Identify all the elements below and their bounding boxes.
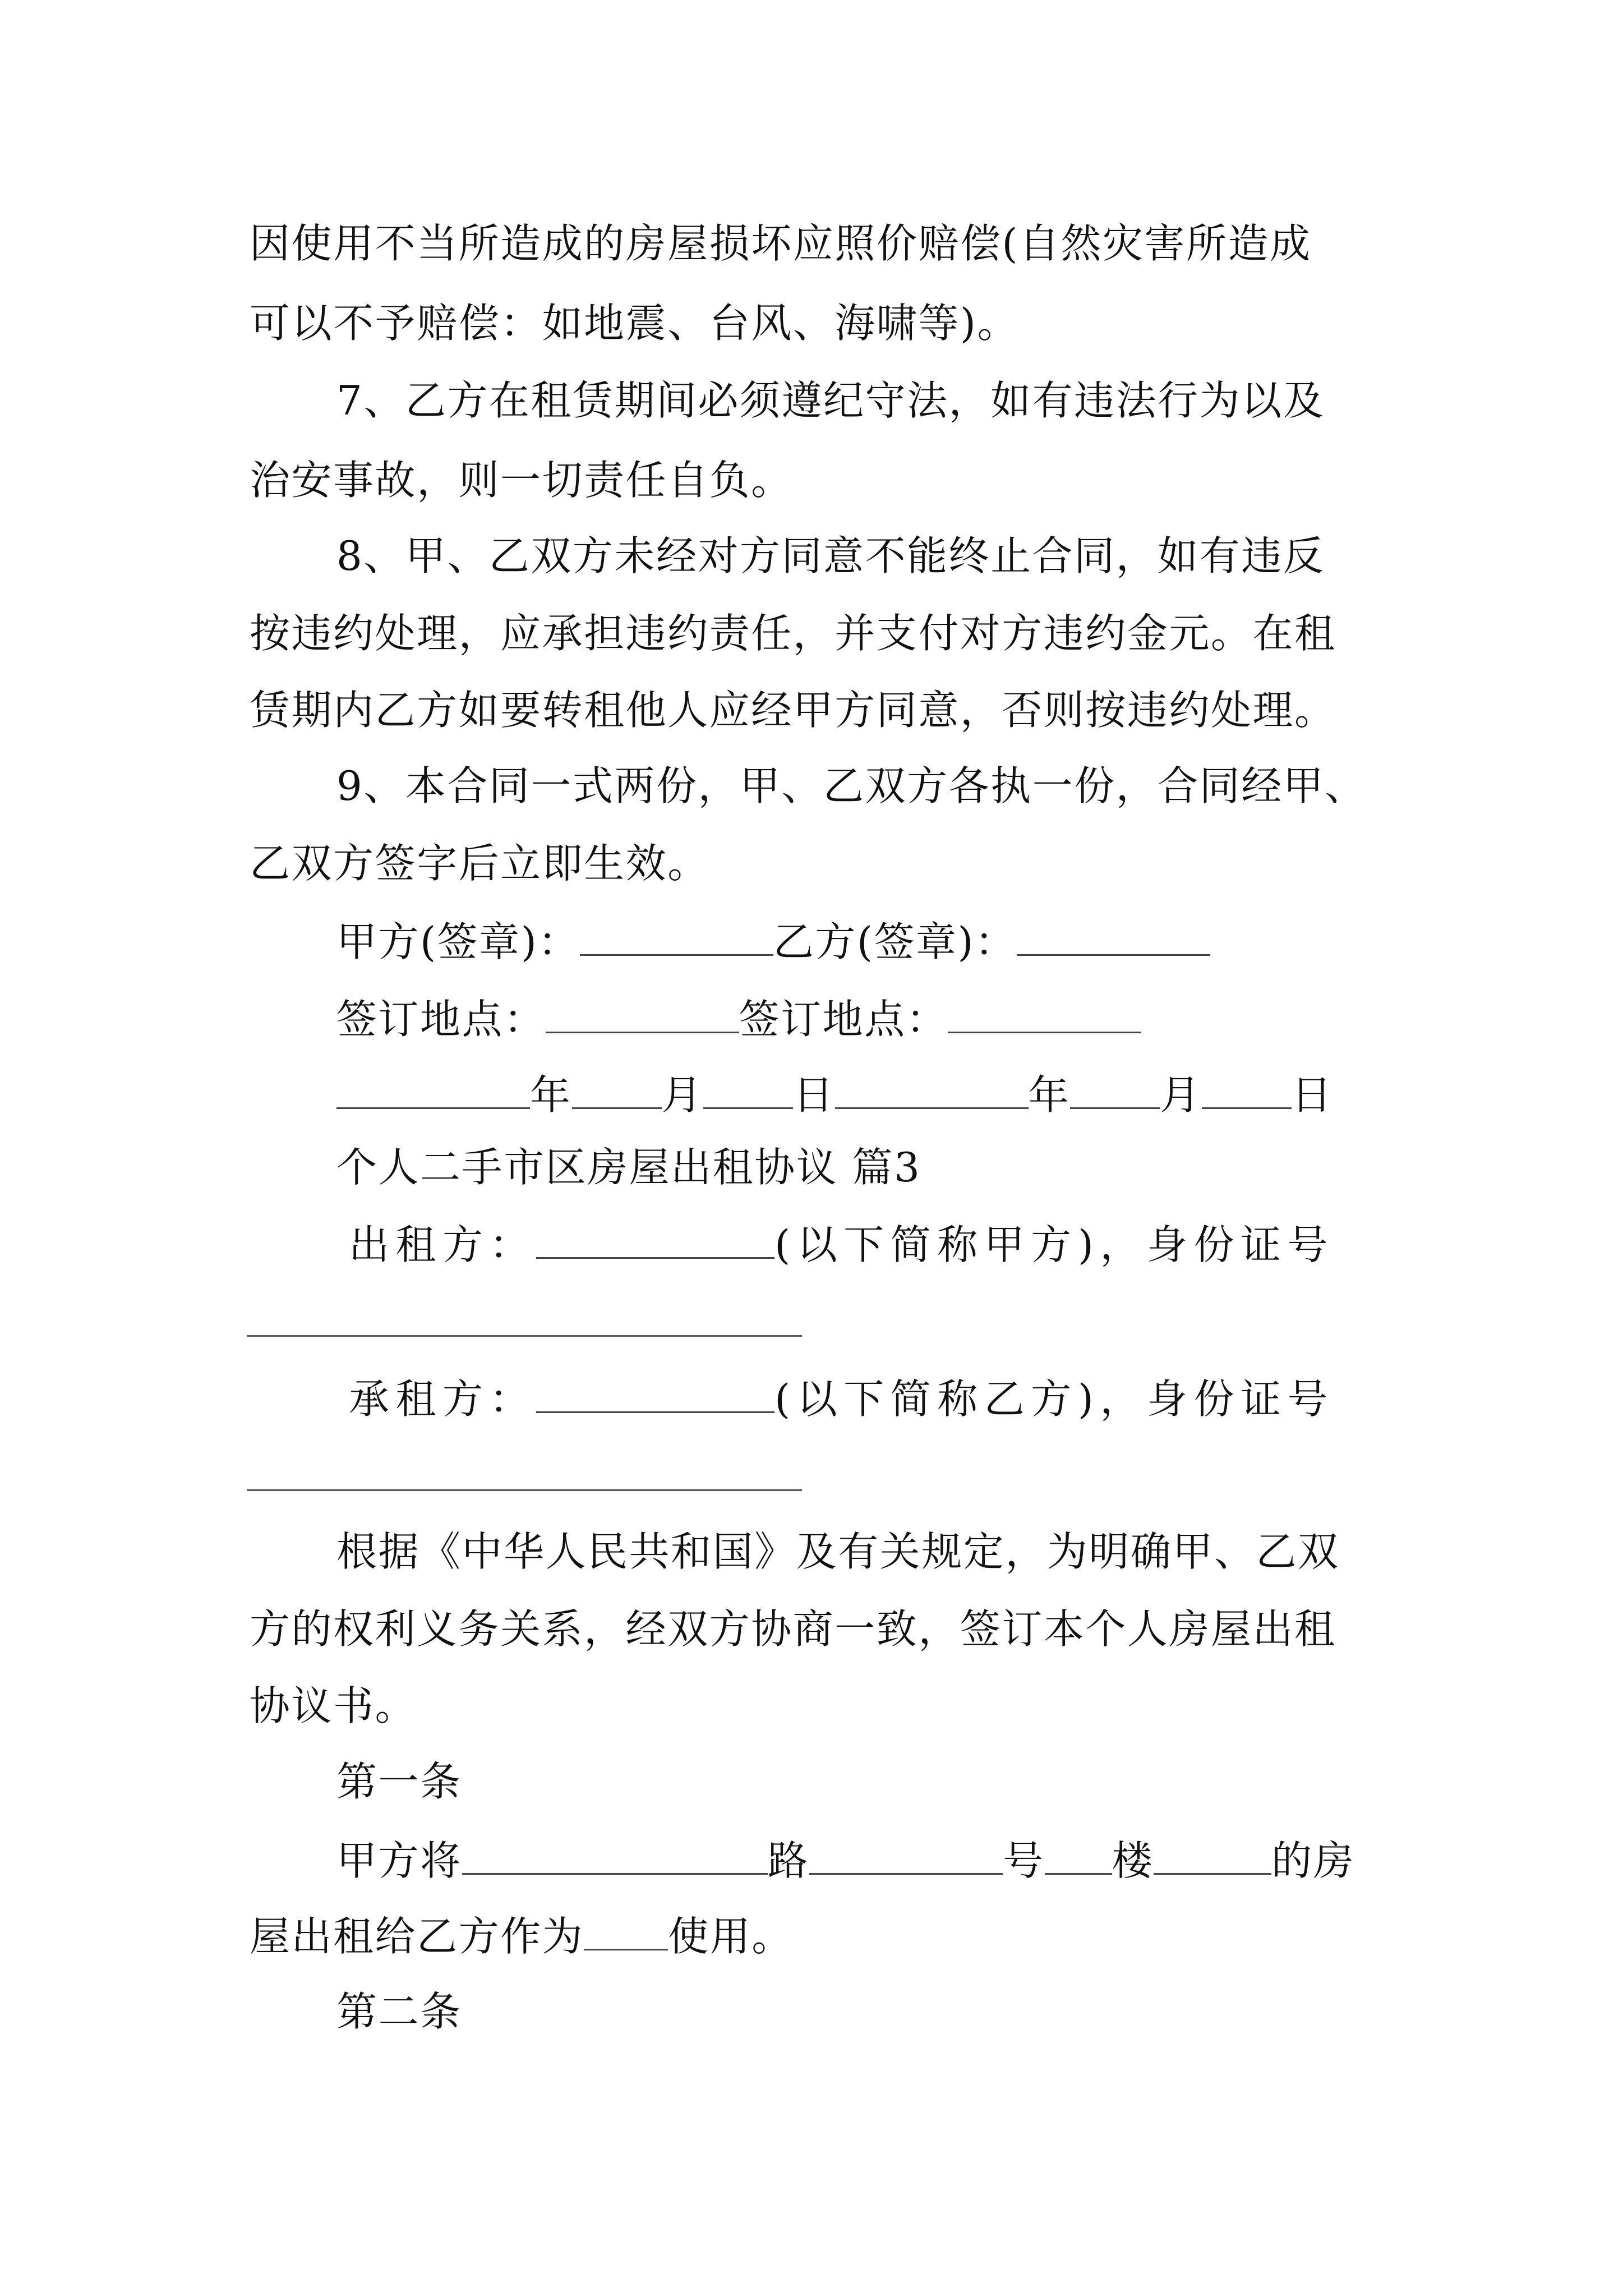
lessor-text: (以下简称甲方)，身份证号 <box>774 1221 1335 1269</box>
month-label-b: 月 <box>1160 1071 1202 1119</box>
party-a-blank[interactable] <box>580 920 773 956</box>
unit-blank[interactable] <box>1154 1839 1271 1875</box>
clause-7-line-2: 治安事故，则一切责任自负。 <box>250 457 793 504</box>
article-2-heading: 第二条 <box>336 1988 462 2035</box>
building-blank[interactable] <box>1045 1839 1112 1875</box>
clause-7-line-1: 7、乙方在租赁期间必须遵纪守法，如有违法行为以及 <box>336 377 1325 424</box>
day-a-blank[interactable] <box>703 1073 793 1109</box>
clause-8-line-3: 赁期内乙方如要转租他人应经甲方同意，否则按违约处理。 <box>250 687 1336 734</box>
year-label-a: 年 <box>530 1071 572 1119</box>
lessor-id-rule[interactable] <box>247 1335 802 1337</box>
preamble-line-1: 根据《中华人民共和国》及有关规定，为明确甲、乙双 <box>336 1528 1340 1575</box>
use-blank[interactable] <box>584 1915 668 1950</box>
day-b-blank[interactable] <box>1202 1073 1292 1109</box>
number-label: 号 <box>1003 1837 1045 1885</box>
clause-6-continued-line-2: 可以不予赔偿：如地震、台风、海啸等)。 <box>250 300 1019 347</box>
preamble-line-3: 协议书。 <box>250 1682 417 1729</box>
article-1-suffix: 的房 <box>1271 1837 1355 1885</box>
month-b-blank[interactable] <box>1070 1073 1160 1109</box>
year-label-b: 年 <box>1028 1071 1071 1119</box>
preamble-line-2: 方的权利义务关系，经双方协商一致，签订本个人房屋出租 <box>250 1605 1336 1653</box>
lessee-name-blank[interactable] <box>536 1377 774 1413</box>
date-line <box>336 1071 1475 1119</box>
day-label-b: 日 <box>1291 1071 1334 1119</box>
road-blank[interactable] <box>462 1839 768 1875</box>
clause-6-continued-line-1: 因使用不当所造成的房屋损坏应照价赔偿(自然灾害所造成 <box>250 220 1312 267</box>
month-a-blank[interactable] <box>572 1073 662 1109</box>
signing-place-line <box>336 996 1475 1043</box>
article-1-heading: 第一条 <box>336 1758 462 1805</box>
article-1-prefix: 甲方将 <box>336 1837 462 1885</box>
lessee-line <box>349 1375 1487 1423</box>
clause-8-line-1: 8、甲、乙双方未经对方同意不能终止合同，如有违反 <box>336 532 1325 579</box>
year-a-blank[interactable] <box>336 1073 530 1109</box>
place-label-a: 签订地点： <box>336 996 546 1043</box>
year-b-blank[interactable] <box>835 1073 1029 1109</box>
article-1-line-2-text: 屋出租给乙方作为 <box>250 1913 584 1961</box>
signature-line <box>336 918 1475 966</box>
lessor-line <box>349 1221 1487 1269</box>
lessee-id-rule[interactable] <box>247 1489 802 1491</box>
use-label: 使用。 <box>668 1913 794 1961</box>
place-label-b: 签订地点： <box>739 996 948 1043</box>
clause-9-line-2: 乙双方签字后立即生效。 <box>250 840 709 887</box>
building-label: 楼 <box>1112 1837 1154 1885</box>
day-label-a: 日 <box>793 1071 835 1119</box>
article-1-line-2 <box>250 1913 1388 1961</box>
clause-9-line-1: 9、本合同一式两份，甲、乙双方各执一份，合同经甲、 <box>336 762 1367 809</box>
lessee-label: 承租方： <box>349 1375 537 1423</box>
party-b-label: 乙方(签章)： <box>773 918 1017 966</box>
party-a-label: 甲方(签章)： <box>336 918 580 966</box>
clause-8-line-2: 按违约处理，应承担违约责任，并支付对方违约金元。在租 <box>250 610 1336 657</box>
lessor-label: 出租方： <box>349 1221 537 1269</box>
road-label: 路 <box>767 1837 810 1885</box>
party-b-blank[interactable] <box>1017 920 1210 956</box>
number-blank[interactable] <box>809 1839 1003 1875</box>
lessor-name-blank[interactable] <box>536 1223 774 1259</box>
lessee-text: (以下简称乙方)，身份证号 <box>774 1375 1335 1423</box>
place-a-blank[interactable] <box>546 997 739 1033</box>
section-heading: 个人二手市区房屋出租协议 篇3 <box>336 1144 921 1191</box>
month-label-a: 月 <box>661 1071 704 1119</box>
article-1-line-1 <box>336 1837 1475 1885</box>
place-b-blank[interactable] <box>948 997 1141 1033</box>
